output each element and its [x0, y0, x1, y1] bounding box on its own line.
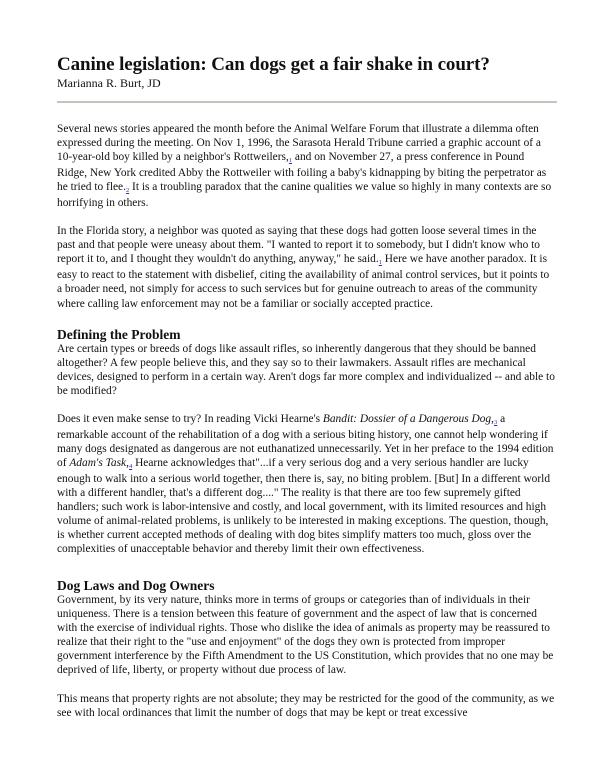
body-paragraph: [57, 412, 557, 556]
author-byline: Marianna R. Burt, JD: [57, 76, 161, 90]
footnote-link[interactable]: 1: [288, 157, 293, 165]
paragraph-text: and on November 27, a press conference in Pound Ridge, New York credited Abby the Rottweiler with foiling a baby's kidnapping by biting the perpetrator as he tried to flee.: [57, 151, 547, 194]
article-section: [57, 578, 557, 719]
paragraph-text: ,: [126, 456, 129, 469]
article-title: Canine legislation: Can dogs get a fair shake in court?: [57, 54, 490, 75]
footnote-link[interactable]: 3: [493, 418, 498, 426]
footnote-link[interactable]: 1: [378, 259, 382, 267]
section-heading: Defining the Problem: [57, 326, 181, 342]
section-heading: Dog Laws and Dog Owners: [57, 578, 215, 594]
body-paragraph: [57, 342, 557, 398]
paragraph-text: This means that property rights are not absolute; they may be restricted for the good of the community, as we see with local ordinances that limit the number of dogs that may be kept or treat excessive: [57, 692, 555, 719]
article-body: [57, 122, 557, 720]
paragraph-text: Are certain types or breeds of dogs like assault rifles, so inherently dangerous that they should be banned altogether? A few people believe this, and they say so to their lawmakers. Assault rifles are mechanical devices, designed to perform in a certain way. Aren't dogs far more complex and individualized -- and able to be modified?: [57, 342, 555, 397]
body-paragraph: [57, 122, 557, 210]
body-paragraph: [57, 692, 557, 720]
footnote-link[interactable]: 2: [125, 187, 130, 195]
article-section: [57, 327, 557, 557]
paragraph-text: Government, by its very nature, thinks more in terms of groups or categories than of individuals in their uniqueness. There is a tension between this feature of government and the aspect of law that is concerned with the exercise of individual rights. Those who dislike the idea of animals as property may be reassured to realize that their right to the "use and enjoyment" of the dogs they own is protected from improper government interference by the Fifth Amendment to the US Constitution, which provides that no one may be deprived of life, liberty, or property without due process of law.: [57, 594, 554, 677]
document-page: [57, 54, 557, 720]
book-title: Adam's Task: [69, 456, 127, 469]
paragraph-text: It is a troubling paradox that the canine qualities we value so highly in many contexts are so horrifying in others.: [57, 181, 552, 210]
paragraph-text: In the Florida story, a neighbor was quoted as saying that these dogs had gotten loose several times in the past and that people were uneasy about them. "I wanted to report it to somebody, but I didn't know who to report it to, and I thought they wouldn't do anything, anyway," he said.: [57, 225, 541, 266]
paragraph-text: Here we have another paradox. It is easy to react to the statement with disbelief, citing the availability of animal control services, but it points to a broader need, not simply for access to such services but for genuine outreach to areas of the community where calling law enforcement may not be a familiar or socially accepted practice.: [57, 253, 550, 310]
paragraph-text: a remarkable account of the rehabilitation of a dog with a serious biting history, one cannot help wondering if many dogs designated as dangerous are not euthanatized unnecessarily. Yet in her preface to the 1994 edition of: [57, 412, 554, 469]
paragraph-text: ,: [491, 412, 494, 425]
article-section: [57, 122, 557, 311]
book-title: Bandit: Dossier of a Dangerous Dog: [322, 412, 492, 425]
body-paragraph: [57, 224, 557, 310]
paragraph-text: Several news stories appeared the month before the Animal Welfare Forum that illustrate a dilemma often expressed during the meeting. On Nov 1, 1996, the Sarasota Herald Tribune carried a graphic account of a 10-year-old boy killed by a neighbor's Rottweilers,: [57, 123, 541, 164]
footnote-link[interactable]: 4: [128, 462, 133, 470]
paragraph-text: Does it even make sense to try? In reading Vicki Hearne's: [57, 412, 323, 425]
body-paragraph: [57, 593, 557, 677]
paragraph-text: Hearne acknowledges that"...if a very serious dog and a very serious handler are lucky enough to walk into a serious world together, then there is, say, no biting problem. [But] In a different world with a different handler, that's a different dog...." The reality is that there are too few supremely gifted handlers; such work is labor-intensive and costly, and local government, with its limited resources and high volume of animal-related problems, is unlikely to be interested in making exceptions. The question, though, is whether current accepted methods of dealing with dog bites simplify matters too much, gloss over the complexities of unacceptable behavior and thereby limit their own effectiveness.: [57, 456, 551, 556]
title-divider: [57, 101, 557, 103]
